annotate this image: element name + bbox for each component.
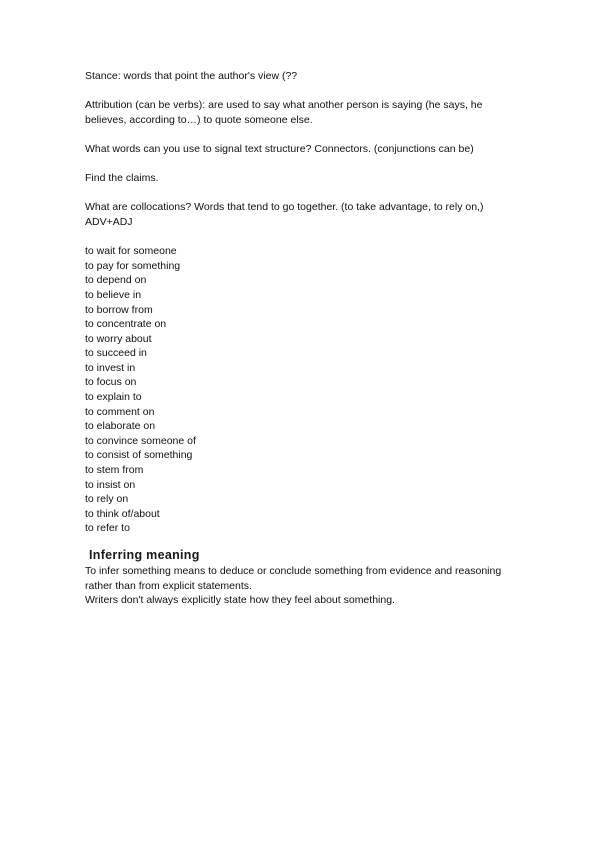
- list-item: to consist of something: [85, 449, 193, 462]
- list-item: to pay for something: [85, 259, 181, 272]
- connectors-paragraph: What words can you use to signal text structure? Connectors. (conjunctions can be): [85, 142, 474, 155]
- list-item: to stem from: [85, 464, 144, 477]
- list-item: to concentrate on: [85, 318, 167, 331]
- list-item: to focus on: [85, 376, 137, 389]
- inferring-note: Writers don't always explicitly state how they feel about something.: [85, 594, 395, 607]
- list-item: to invest in: [85, 361, 136, 374]
- list-item: to believe in: [85, 288, 142, 301]
- list-item: to elaborate on: [85, 420, 156, 433]
- list-item: to borrow from: [85, 303, 153, 316]
- claims-paragraph: Find the claims.: [85, 172, 159, 185]
- list-item: to comment on: [85, 405, 155, 418]
- list-item: to convince someone of: [85, 434, 196, 447]
- list-item: to worry about: [85, 332, 152, 345]
- list-item: to rely on: [85, 493, 129, 506]
- list-item: to succeed in: [85, 347, 147, 360]
- document-body: [85, 69, 515, 608]
- collocations-pattern: ADV+ADJ: [85, 215, 133, 228]
- collocations-paragraph: [85, 200, 515, 229]
- attribution-paragraph: Attribution (can be verbs): are used to say what another person is saying (he says, he believes, according to…) to quote someone else.: [85, 99, 483, 126]
- list-item: to refer to: [85, 522, 130, 535]
- list-item: to insist on: [85, 478, 136, 491]
- list-item: to think of/about: [85, 507, 160, 520]
- inferring-paragraph: [85, 564, 515, 608]
- collocations-definition: What are collocations? Words that tend to go together. (to take advantage, to rely on,): [85, 201, 484, 214]
- list-item: to depend on: [85, 274, 147, 287]
- inferring-definition: To infer something means to deduce or conclude something from evidence and reasoning rather than from explicit statements.: [85, 565, 502, 592]
- list-item: to wait for someone: [85, 245, 177, 258]
- inferring-heading: Inferring meaning: [89, 548, 200, 562]
- stance-paragraph: Stance: words that point the author's view (??: [85, 70, 298, 82]
- list-item: to explain to: [85, 391, 142, 404]
- collocation-list: [85, 244, 515, 536]
